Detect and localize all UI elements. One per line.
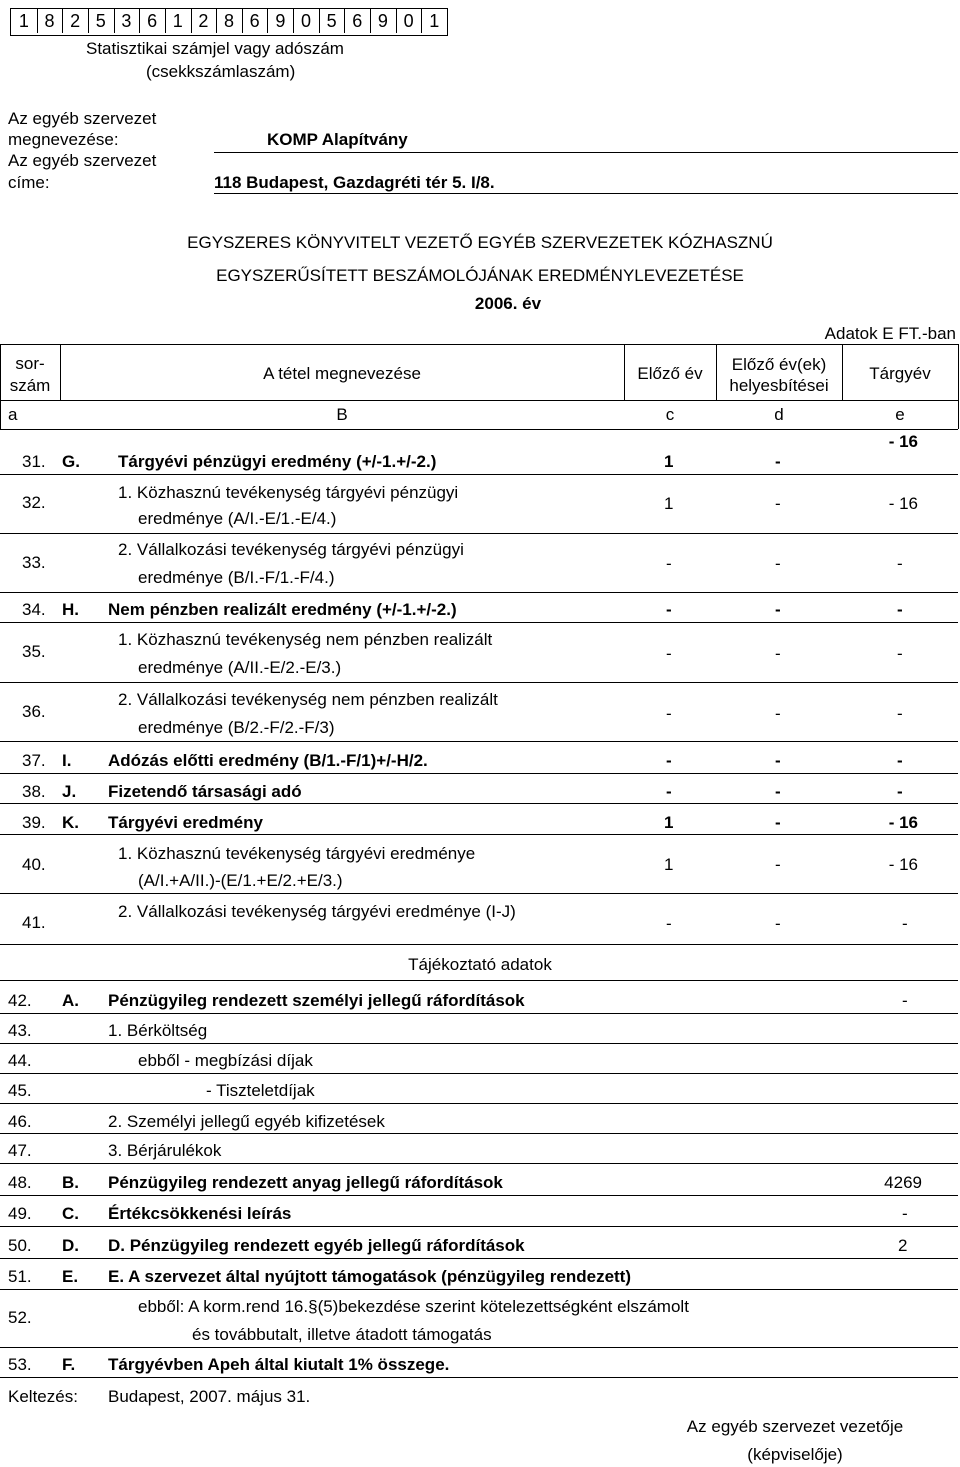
info-label: Tárgyévben Apeh által kiutalt 1% összege. [108, 1355, 450, 1374]
row-value-c: 1 [664, 494, 674, 513]
row-value-e: - [902, 914, 908, 933]
info-label-2: és továbbutalt, illetve átadott támogatás [192, 1325, 492, 1344]
id-digit-cell: 1 [165, 9, 192, 33]
header-sor-2: szám [9, 376, 51, 395]
header-col-e: e [895, 405, 905, 424]
info-letter: D. [62, 1236, 79, 1255]
row-letter: J. [62, 782, 77, 801]
info-title: Tájékoztató adatok [408, 955, 552, 974]
row-value-e: - 16 [888, 494, 918, 513]
row-value-c: - [666, 704, 672, 723]
row-value-e: - [897, 600, 903, 619]
row-num: 36. [22, 702, 46, 721]
id-digit-cell: 6 [242, 9, 269, 33]
row-label-1: 1. Közhasznú tevékenység tárgyévi eredménye [118, 844, 476, 863]
info-num: 47. [8, 1141, 32, 1160]
row-num: 31. [22, 452, 46, 471]
signature-title: Az egyéb szervezet vezetője [686, 1417, 904, 1436]
row-num: 37. [22, 751, 46, 770]
org-name-label-2: megnevezése: [8, 130, 119, 149]
id-digit-cell: 6 [344, 9, 371, 33]
date-value: Budapest, 2007. május 31. [108, 1387, 311, 1406]
header-sor-1: sor- [15, 354, 45, 373]
row-num: 34. [22, 600, 46, 619]
info-num: 43. [8, 1021, 32, 1040]
row-value-d: - [775, 751, 781, 770]
row-value-d: - [775, 914, 781, 933]
info-label: Értékcsökkenési leírás [108, 1204, 292, 1223]
info-label: Pénzügyileg rendezett anyag jellegű ráfordítások [108, 1173, 503, 1192]
row-value-c: - [666, 644, 672, 663]
info-num: 50. [8, 1236, 32, 1255]
row-value-c: 1 [664, 813, 674, 832]
info-letter: B. [62, 1173, 79, 1192]
info-value: - [902, 991, 908, 1010]
row-value-d: - [775, 704, 781, 723]
row-value-e: - 16 [888, 813, 918, 832]
row-num: 38. [22, 782, 46, 801]
row-label-2: eredménye (B/I.-F/1.-F/4.) [138, 568, 335, 587]
info-num: 51. [8, 1267, 32, 1286]
id-digit-cell: 8 [216, 9, 243, 33]
row-value-e: - 16 [888, 855, 918, 874]
info-label: ebből - megbízási díjak [138, 1051, 313, 1070]
id-digit-cell: 9 [370, 9, 397, 33]
row-label-2: eredménye (A/II.-E/2.-E/3.) [138, 658, 342, 677]
row-label: Tárgyévi pénzügyi eredmény (+/-1.+/-2.) [118, 452, 437, 471]
title-line-2: EGYSZERŰSÍTETT BESZÁMOLÓJÁNAK EREDMÉNYLEVEZETÉSE [216, 266, 744, 285]
row-value-d: - [775, 494, 781, 513]
row-label-1: 2. Vállalkozási tevékenység tárgyévi pénzügyi [118, 540, 464, 559]
row-num: 39. [22, 813, 46, 832]
info-value: 2 [898, 1236, 908, 1255]
header-col-c: c [665, 405, 675, 424]
id-digit-cell: 3 [114, 9, 141, 33]
row-value-e: - [897, 782, 903, 801]
row-value-d: - [775, 782, 781, 801]
row-value-d: - [775, 813, 781, 832]
row-label: Nem pénzben realizált eredmény (+/-1.+/-2.) [108, 600, 457, 619]
signature-subtitle: (képviselője) [747, 1445, 843, 1464]
row-value-c: - [666, 554, 672, 573]
row-value-e: - 16 [888, 432, 918, 451]
row-label: Tárgyévi eredmény [108, 813, 263, 832]
org-address-label-2: címe: [8, 173, 50, 192]
header-col-b: B [336, 405, 348, 424]
row-label-2: eredménye (B/2.-F/2.-F/3) [138, 718, 335, 737]
header-col-d: d [774, 405, 784, 424]
row-value-e: - [897, 751, 903, 770]
header-col-a: a [8, 405, 18, 424]
info-num: 49. [8, 1204, 32, 1223]
title-line-1: EGYSZERES KÖNYVITELT VEZETŐ EGYÉB SZERVEZETEK KÓZHASZNÚ [187, 233, 773, 252]
info-letter: E. [62, 1267, 79, 1286]
id-digit-cell: 0 [293, 9, 320, 33]
row-value-c: - [666, 914, 672, 933]
id-digit-cell: 6 [139, 9, 166, 33]
info-label: Pénzügyileg rendezett személyi jellegű ráfordítások [108, 991, 525, 1010]
row-label-1: 1. Közhasznú tevékenység nem pénzben realizált [118, 630, 493, 649]
row-value-c: 1 [664, 855, 674, 874]
row-value-d: - [775, 554, 781, 573]
row-value-d: - [775, 644, 781, 663]
info-num: 53. [8, 1355, 32, 1374]
row-label-2: eredménye (A/I.-E/1.-E/4.) [138, 509, 337, 528]
org-address-label-1: Az egyéb szervezet [8, 151, 157, 170]
id-digit-cell: 5 [319, 9, 346, 33]
info-value: 4269 [884, 1173, 922, 1192]
org-name: KOMP Alapítvány [267, 130, 408, 149]
row-value-c: - [666, 751, 672, 770]
info-label: 2. Személyi jellegű egyéb kifizetések [108, 1112, 385, 1131]
org-address: 118 Budapest, Gazdagréti tér 5. I/8. [214, 173, 495, 192]
header-helyes-2: helyesbítései [729, 376, 829, 395]
id-caption-2: (csekkszámlaszám) [146, 62, 296, 81]
info-label: D. Pénzügyileg rendezett egyéb jellegű ráfordítások [108, 1236, 525, 1255]
info-num: 48. [8, 1173, 32, 1192]
row-label-1: 2. Vállalkozási tevékenység nem pénzben realizált [118, 690, 498, 709]
id-digit-cell: 1 [429, 11, 440, 31]
info-label: 3. Bérjárulékok [108, 1141, 222, 1160]
row-letter: I. [62, 751, 72, 770]
id-digit-cell: 2 [191, 9, 218, 33]
title-line-3: 2006. év [474, 294, 542, 313]
row-value-d: - [775, 600, 781, 619]
id-digit-cell: 9 [268, 9, 295, 33]
info-label: - Tiszteletdíjak [206, 1081, 315, 1100]
row-num: 41. [22, 913, 46, 932]
info-num: 45. [8, 1081, 32, 1100]
row-label-2: (A/I.+A/II.)-(E/1.+E/2.+E/3.) [138, 871, 343, 890]
row-value-c: - [666, 600, 672, 619]
row-value-c: - [666, 782, 672, 801]
header-tetel: A tétel megnevezése [263, 364, 421, 383]
id-caption-1: Statisztikai számjel vagy adószám [86, 39, 344, 58]
row-num: 32. [22, 493, 46, 512]
info-num: 42. [8, 991, 32, 1010]
info-letter: F. [62, 1355, 76, 1374]
info-num: 46. [8, 1112, 32, 1131]
info-letter: A. [62, 991, 79, 1010]
id-digit-cell: 2 [62, 9, 89, 33]
id-digit-cell: 1 [11, 9, 38, 33]
org-name-label-1: Az egyéb szervezet [8, 109, 157, 128]
info-num: 44. [8, 1051, 32, 1070]
row-num: 40. [22, 855, 46, 874]
row-label: 2. Vállalkozási tevékenység tárgyévi eredménye (I-J) [118, 902, 516, 921]
id-box [10, 8, 448, 36]
info-letter: C. [62, 1204, 79, 1223]
row-letter: G. [62, 452, 80, 471]
row-value-e: - [897, 644, 903, 663]
id-digit-cell: 5 [88, 9, 115, 33]
row-value-e: - [897, 704, 903, 723]
row-label: Fizetendő társasági adó [108, 782, 302, 801]
date-label: Keltezés: [8, 1387, 78, 1406]
row-letter: K. [62, 813, 79, 832]
row-label: Adózás előtti eredmény (B/1.-F/1)+/-H/2. [108, 751, 428, 770]
row-value-c: 1 [664, 452, 674, 471]
info-label: 1. Bérköltség [108, 1021, 208, 1040]
header-helyes-1: Előző év(ek) [731, 355, 827, 374]
header-targyev: Tárgyév [869, 364, 931, 383]
info-value: - [902, 1204, 908, 1223]
row-num: 33. [22, 553, 46, 572]
row-label-1: 1. Közhasznú tevékenység tárgyévi pénzügyi [118, 483, 459, 502]
row-letter: H. [62, 600, 79, 619]
row-value-e: - [897, 554, 903, 573]
info-num: 52. [8, 1308, 32, 1327]
id-digit-cell: 0 [396, 9, 423, 33]
units-label: Adatok E FT.-ban [824, 324, 956, 343]
info-label: E. A szervezet által nyújtott támogatások (pénzügyileg rendezett) [108, 1267, 632, 1286]
row-value-d: - [775, 452, 781, 471]
header-elozo: Előző év [637, 364, 703, 383]
row-value-d: - [775, 855, 781, 874]
row-num: 35. [22, 642, 46, 661]
info-label-1: ebből: A korm.rend 16.§(5)bekezdése szerint kötelezettségként elszámolt [138, 1297, 689, 1316]
id-digit-cell: 8 [37, 9, 64, 33]
